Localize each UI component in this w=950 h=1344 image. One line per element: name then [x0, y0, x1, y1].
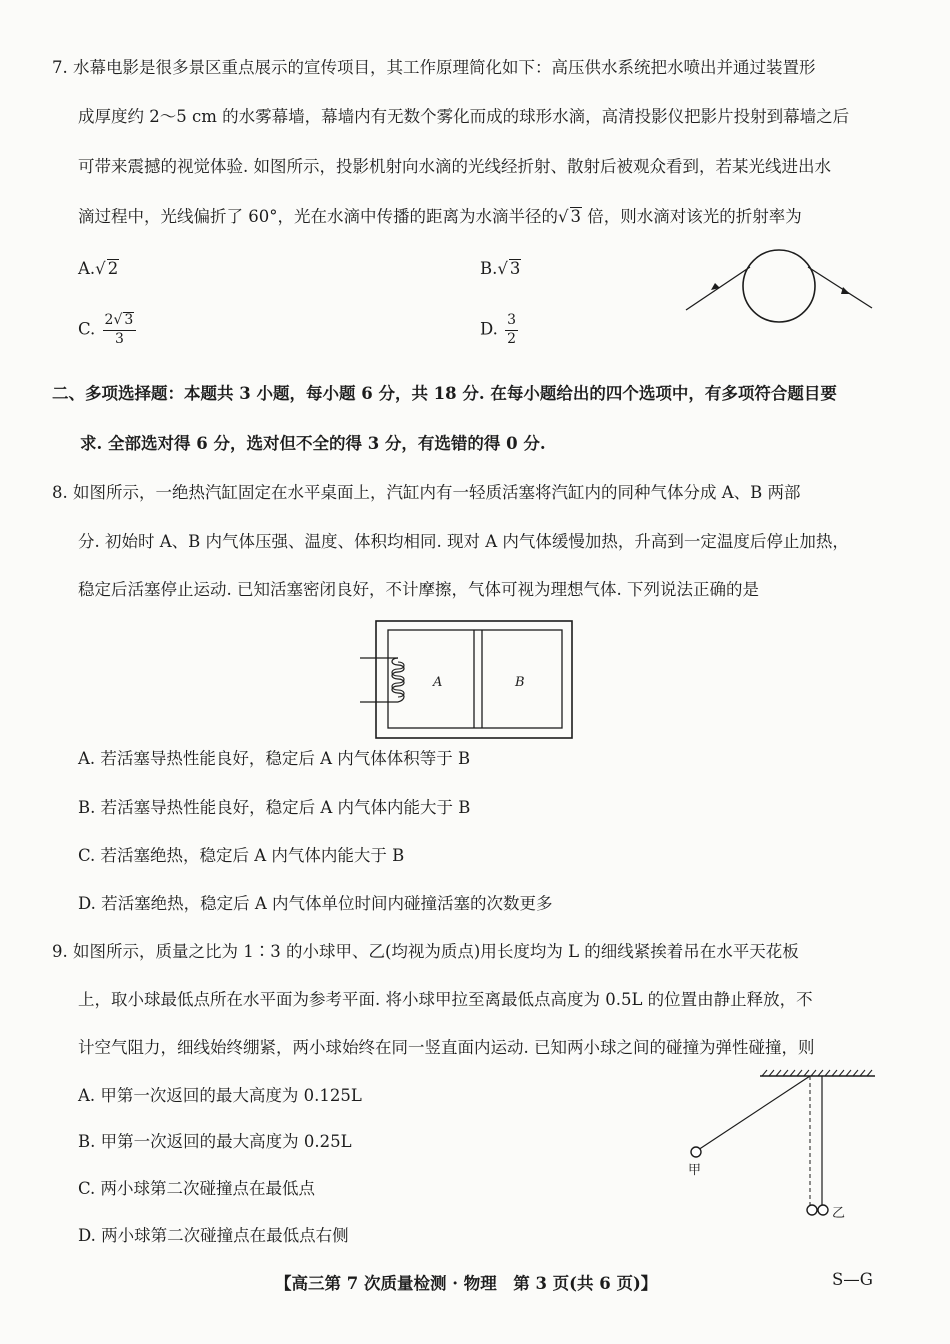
ball-jia-lowest — [807, 1205, 817, 1215]
emergent-ray — [808, 267, 872, 308]
ball-jia-label: 甲 — [688, 1163, 702, 1178]
cylinder-inner-wall — [388, 630, 562, 728]
q9-option-b: B. 甲第一次返回的最大高度为 0.25L — [78, 1132, 352, 1151]
q8-option-a: A. 若活塞导热性能良好，稳定后 A 内气体体积等于 B — [78, 749, 471, 768]
q7-option-c-num-coef: 2 — [104, 312, 114, 328]
section-2-heading-line-1: 二、多项选择题：本题共 3 小题，每小题 6 分，共 18 分. 在每小题给出的四个选项中，有多项符合题目要 — [52, 384, 837, 403]
q9-stem-line-2: 上，取小球最低点所在水平面为参考平面. 将小球甲拉至离最低点高度为 0.5L 的位置由静止释放，不 — [78, 990, 813, 1009]
q7-option-c-num-radicand: 3 — [124, 312, 134, 328]
sqrt-symbol: √ — [113, 312, 123, 328]
ball-jia — [691, 1147, 701, 1157]
q9-stem-line-3: 计空气阻力，细线始终绷紧，两小球始终在同一竖直面内运动. 已知两小球之间的碰撞为弹性碰撞，则 — [78, 1038, 815, 1057]
q7-stem-line-1: 7. 水幕电影是很多景区重点展示的宣传项目，其工作原理简化如下：高压供水系统把水喷出并通过装置形 — [52, 58, 816, 77]
chamber-b-label: B — [515, 675, 525, 690]
ball-yi-label: 乙 — [832, 1206, 846, 1221]
q7-option-d-denominator: 2 — [507, 330, 517, 347]
q7-option-b-radicand: 3 — [509, 259, 521, 278]
q7-option-a-radicand: 2 — [107, 259, 119, 278]
ceiling-hatching — [762, 1070, 872, 1076]
q8-option-d: D. 若活塞绝热，稳定后 A 内气体单位时间内碰撞活塞的次数更多 — [78, 894, 553, 913]
heater-coil-icon — [392, 658, 404, 702]
footer-page-info: 【高三第 7 次质量检测 · 物理 第 3 页(共 6 页)】 — [275, 1274, 658, 1293]
q8-stem-line-3: 稳定后活塞停止运动. 已知活塞密闭良好，不计摩擦，气体可视为理想气体. 下列说法正确的是 — [78, 580, 759, 599]
q9-option-c: C. 两小球第二次碰撞点在最低点 — [78, 1179, 316, 1198]
q7-stem-line-2: 成厚度约 2～5 cm 的水雾幕墙，幕墙内有无数个雾化而成的球形水滴，高清投影仪把影片投射到幕墙之后 — [78, 107, 850, 126]
emergent-arrow-icon — [841, 287, 850, 294]
q8-stem-line-2: 分. 初始时 A、B 内气体压强、温度、体积均相同. 现对 A 内气体缓慢加热，升高到一定温度后停止加热， — [78, 532, 849, 551]
q9-option-d: D. 两小球第二次碰撞点在最低点右侧 — [78, 1226, 349, 1245]
q7-option-c-denominator: 3 — [114, 330, 124, 347]
q7-water-drop-diagram — [680, 248, 880, 328]
sqrt-symbol: √ — [95, 259, 106, 278]
q7-stem-line-3: 可带来震撼的视觉体验. 如图所示，投影机射向水滴的光线经折射、散射后被观众看到，若某光线进出水 — [78, 157, 831, 176]
water-drop-circle — [743, 250, 815, 322]
chamber-a-label: A — [433, 675, 443, 690]
q7-option-a — [78, 259, 119, 278]
sqrt-symbol: √ — [558, 207, 569, 226]
q7-option-c-fraction — [103, 312, 137, 348]
q7-stem-line-4-part-1: 滴过程中，光线偏折了 60°，光在水滴中传播的距离为水滴半径的 — [78, 207, 558, 226]
ball-yi — [818, 1205, 828, 1215]
q8-option-c: C. 若活塞绝热，稳定后 A 内气体内能大于 B — [78, 846, 405, 865]
sqrt-symbol: √ — [497, 259, 508, 278]
incident-ray — [686, 267, 750, 310]
q7-option-d — [480, 312, 518, 348]
q7-option-d-label: D. — [480, 319, 498, 339]
q7-option-b-label: B. — [480, 259, 498, 278]
q7-option-a-label: A. — [78, 259, 96, 278]
q7-option-c-label: C. — [78, 319, 96, 339]
q9-option-a: A. 甲第一次返回的最大高度为 0.125L — [78, 1086, 362, 1105]
q7-stem-line-4-part-2: 倍，则水滴对该光的折射率为 — [582, 207, 802, 226]
q7-option-d-fraction — [505, 312, 518, 348]
q8-option-b: B. 若活塞导热性能良好，稳定后 A 内气体内能大于 B — [78, 798, 471, 817]
string-jia — [698, 1076, 810, 1150]
q7-option-d-numerator: 3 — [505, 312, 518, 331]
q8-stem-line-1: 8. 如图所示，一绝热汽缸固定在水平桌面上，汽缸内有一轻质活塞将汽缸内的同种气体分成 A、B 两部 — [52, 483, 801, 502]
footer-code: S—G — [832, 1270, 873, 1289]
q9-stem-line-1: 9. 如图所示，质量之比为 1∶3 的小球甲、乙(均视为质点)用长度均为 L 的细线紧挨着吊在水平天花板 — [52, 942, 799, 961]
q8-cylinder-diagram — [360, 618, 580, 742]
q9-pendulum-diagram — [680, 1068, 880, 1228]
incident-arrow-icon — [711, 283, 720, 290]
q7-option-c — [78, 312, 136, 348]
q7-stem-line-4 — [78, 203, 802, 227]
q7-stem-radicand: 3 — [570, 207, 582, 226]
q7-option-b — [480, 259, 521, 278]
section-2-heading-line-2: 求. 全部选对得 6 分，选对但不全的得 3 分，有选错的得 0 分. — [80, 434, 546, 453]
